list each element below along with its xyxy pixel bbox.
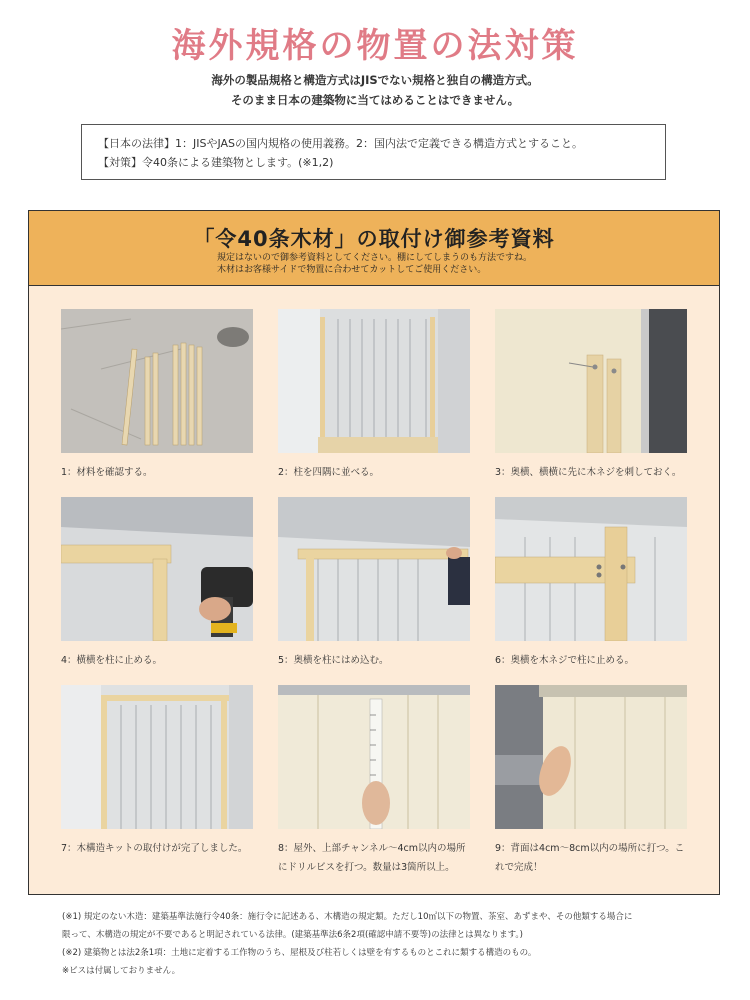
step-4: [61, 497, 253, 670]
guide-title: 「令40条木材」の取付け御参考資料: [193, 227, 555, 251]
guide-note-line: 規定はないので御参考資料としてください。棚にしてしまうのも方法ですね。: [217, 253, 533, 263]
photo-beam-screwed-to-post: [495, 497, 687, 641]
step-caption: 8：屋外、上部チャンネル～4cm以内の場所にドリルビスを打つ。数量は3箇所以上。: [278, 843, 466, 873]
countermeasure-line: 【対策】令40条による建築物とします。(※1,2): [98, 156, 334, 169]
step-3: [495, 309, 687, 482]
footnote-line: ※ビスは付属しておりません。: [62, 966, 181, 976]
step-caption: 4：横横を柱に止める。: [61, 655, 163, 666]
step-caption: 7：木構造キットの取付けが完了しました。: [61, 843, 248, 854]
page-title: 海外規格の物置の法対策: [171, 26, 579, 66]
photo-fitting-back-beam: [278, 497, 470, 641]
photo-lumber-on-concrete: [61, 309, 253, 453]
law-line: 【日本の法律】1：JISやJASの国内規格の使用義務。2：国内法で定義できる構造方式とすること。: [98, 137, 584, 150]
guide-note-line: 木材はお客様サイドで物置に合わせてカットしてご使用ください。: [217, 265, 487, 275]
step-7: [61, 685, 253, 858]
intro-text: [0, 70, 750, 110]
installation-guide: [28, 210, 720, 895]
law-box: [81, 124, 666, 180]
footnote-line: (※2) 建築物とは法2条1項：土地に定着する工作物のうち、屋根及び柱若しくは壁を有するものとこれに類する構造のもの。: [62, 948, 537, 958]
step-1: [61, 309, 253, 482]
photo-drill-fixing-beam: [61, 497, 253, 641]
step-caption: 9：背面は4cm～8cm以内の場所に打つ。これで完成！: [495, 843, 685, 873]
step-8: [278, 685, 470, 877]
guide-note: [217, 252, 532, 276]
photo-measuring-tape-wall: [278, 685, 470, 829]
photo-completed-frame: [61, 685, 253, 829]
step-caption: 5：奥横を柱にはめ込む。: [278, 655, 389, 666]
footnotes: [62, 908, 722, 980]
intro-line-2: そのまま日本の建築物に当てはめることはできません。: [230, 93, 520, 107]
step-2: [278, 309, 470, 482]
step-9: [495, 685, 687, 877]
step-caption: 1：材料を確認する。: [61, 467, 153, 478]
photo-boards-with-screws: [495, 309, 687, 453]
step-caption: 3：奥横、横横に先に木ネジを刺しておく。: [495, 467, 682, 478]
step-caption: 6：奥横を木ネジで柱に止める。: [495, 655, 635, 666]
footnote-line: (※1) 規定のない木造：建築基準法施行令40条：施行令に記述ある、木構造の規定類。ただし10㎡以下の物置、茶室、あずまや、その他類する場合に: [62, 912, 633, 922]
step-caption: 2：柱を四隅に並べる。: [278, 467, 380, 478]
step-5: [278, 497, 470, 670]
photo-shed-posts-corners: [278, 309, 470, 453]
intro-line-1: 海外の製品規格と構造方式はJISでない規格と独自の構造方式。: [211, 73, 539, 87]
step-6: [495, 497, 687, 670]
photo-hand-on-back-wall: [495, 685, 687, 829]
footnote-line: 限って、木構造の規定が不要であると明記されている法律。(建築基準法6条2項(確認申請不要等)の法律とは異なります。): [62, 930, 523, 940]
guide-header: [29, 211, 719, 286]
